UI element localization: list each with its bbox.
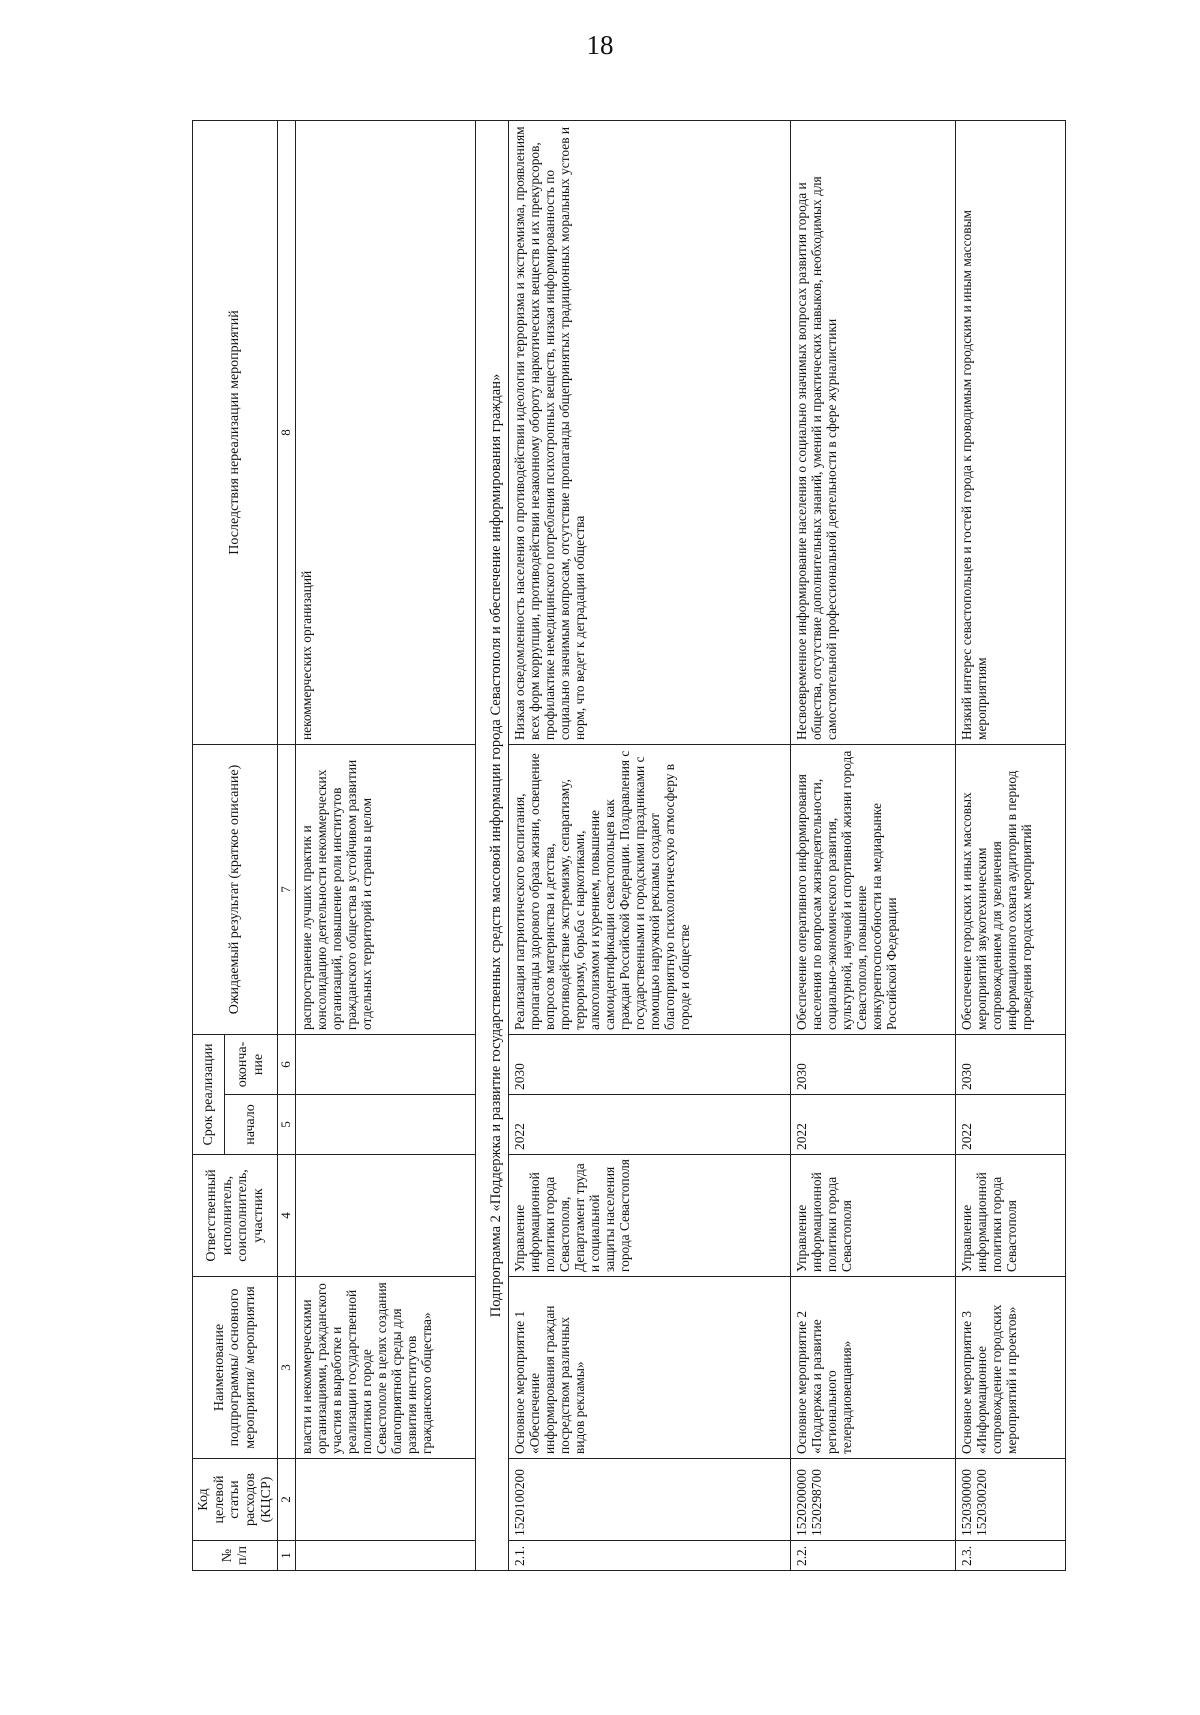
header-period: Срок реализации [193,1035,225,1155]
column-number: 2 [278,1459,296,1541]
row-executor: Управление информационной политики города Севастополя [956,1155,1066,1277]
continuation-row [295,121,475,1571]
row-consequence: Низкая осведомленность населения о противодействии идеологии терроризма и экстремизма, проявлениям всех форм коррупции, противодействии незаконному обороту наркотических веществ и их прекурсоров, профилактике немедицинского потребления психотропных веществ, низкая информированность по социально значимым вопросам, отсутствие пропаганды общепринятых традиционных моральных устоев и норм, что ведет к деградации общества [509,121,791,745]
continuation-name: власти и некоммерческими организациями, гражданского участия в выработке и реализации государственной политики в городе Севастополе в целях создания благоприятной среды для развития институтов гражданского общества» [295,1277,475,1459]
row-executor: Управление информационной политики города Севастополя, Департамент труда и социальной защиты населения города Севастополя [509,1155,791,1277]
column-number: 5 [278,1095,296,1155]
row-consequence: Несвоевременное информирование населения о социально значимых вопросах развития города и общества, отсутствие дополнительных знаний, умений и практических навыков, необходимых для самостоятельной профессиональной деятельности в сфере журналистики [791,121,956,745]
row-name: Основное мероприятие 3 «Информационное сопровождение городских мероприятий и проектов» [956,1277,1066,1459]
row-code: 1520200000 1520298700 [791,1459,956,1541]
column-number: 4 [278,1155,296,1277]
header-consequence: Последствия нереализации мероприятий [193,121,278,745]
header-num: № п/п [193,1541,278,1571]
row-code: 1520300000 1520300200 [956,1459,1066,1541]
page-number: 18 [586,30,614,60]
header-executor: Ответственный исполнитель, соисполнитель, участник [193,1155,278,1277]
rotated-table-container [192,121,1114,1571]
row-number: 2.3. [956,1541,1066,1571]
program-table [192,120,1066,1571]
row-end: 2030 [956,1035,1066,1095]
column-number: 1 [278,1541,296,1571]
row-result: Обеспечение городских и иных массовых мероприятий звукотехническим сопровождением для увеличения информационного охвата аудитории в период проведения городских мероприятий [956,745,1066,1035]
row-name: Основное мероприятие 1 «Обеспечение информирования граждан посредством различных видов рекламы» [509,1277,791,1459]
row-start: 2022 [509,1095,791,1155]
row-consequence: Низкий интерес севастопольцев и гостей города к проводимым городским и иным массовым мероприятиям [956,121,1066,745]
header-name: Наименование подпрограммы/ основного мероприятия/ мероприятия [193,1277,278,1459]
continuation-consequence: некоммерческих организаций [295,121,475,745]
subprogram-title: Подпрограмма 2 «Поддержка и развитие государственных средств массовой информации города Севастополя и обеспечение информирования граждан» [484,121,509,1571]
row-name: Основное мероприятие 2 «Поддержка и развитие регионального телерадиовещания» [791,1277,956,1459]
row-number: 2.2. [791,1541,956,1571]
row-number: 2.1. [509,1541,791,1571]
table-row [956,121,1066,1571]
header-end: оконча-ние [224,1035,278,1095]
column-number: 7 [278,745,296,1035]
row-executor: Управление информационной политики города Севастополя [791,1155,956,1277]
header-result: Ожидаемый результат (краткое описание) [193,745,278,1035]
continuation-result: распространение лучших практик и консолидацию деятельности некоммерческих организаций, повышение роли институтов гражданского общества в устойчивом развитии отдельных территорий и страны в целом [295,745,475,1035]
column-number: 3 [278,1277,296,1459]
header-start: начало [224,1095,278,1155]
row-code: 1520100200 [509,1459,791,1541]
spacer-row [475,121,484,1571]
header-row [193,121,225,1571]
row-result: Реализация патриотического воспитания, пропаганды здорового образа жизни, освещение вопросов материнства и детства, противодействие экстремизму, сепаратизму, терроризму, борьба с наркотиками, алкоголизмом и курением, повышение самоидентификации севастопольцев как граждан Российской Федерации. Поздравления с государственными и городскими праздниками с помощью наружной рекламы создают благоприятную психологическую атмосферу в городе и обществе [509,745,791,1035]
row-end: 2030 [509,1035,791,1095]
row-start: 2022 [791,1095,956,1155]
table-row [509,121,791,1571]
row-end: 2030 [791,1035,956,1095]
header-code: Код целевой статьи расходов (КЦСР) [193,1459,278,1541]
row-result: Обеспечение оперативного информирования населения по вопросам жизнедеятельности, социально-экономического развития, культурной, научной и спортивной жизни города Севастополя, повышение конкурентоспособности на медиарынке Российской Федерации [791,745,956,1035]
row-start: 2022 [956,1095,1066,1155]
column-number: 6 [278,1035,296,1095]
column-number-row [278,121,296,1571]
table-row [791,121,956,1571]
subprogram-row [484,121,509,1571]
column-number: 8 [278,121,296,745]
